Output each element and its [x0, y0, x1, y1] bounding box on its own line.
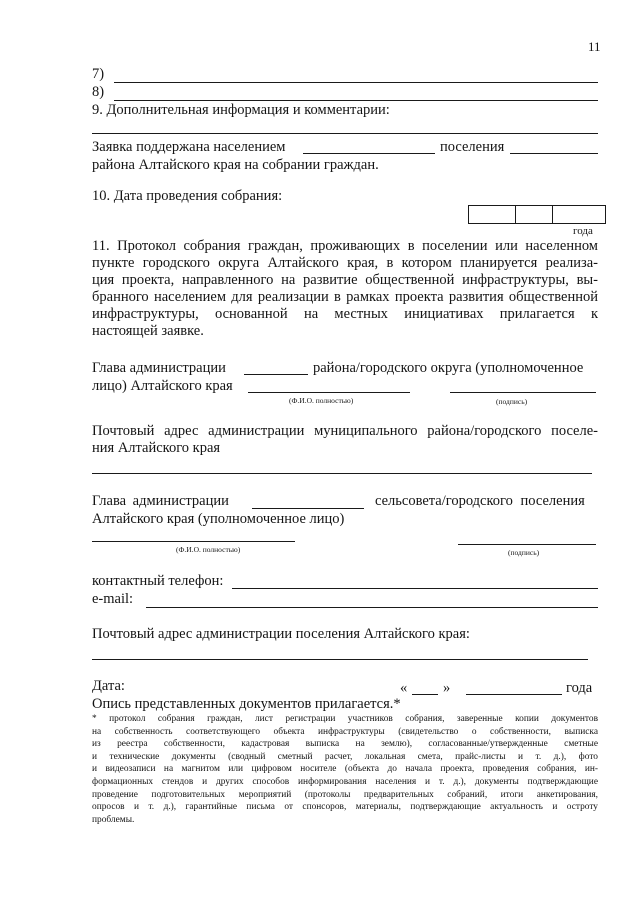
section-11-line: бранного населением для реализации в рамках проекта развития общественной [92, 289, 598, 305]
item-8-label: 8) [92, 84, 105, 100]
footnote-line: * протокол собрания граждан, лист регистрации участников собрания, заверенные копии документов [92, 714, 598, 724]
section-9-line[interactable] [92, 133, 598, 134]
head-district-fio-line[interactable] [248, 392, 410, 393]
phone-label: контактный телефон: [92, 573, 224, 589]
meeting-date-boxes[interactable] [468, 205, 606, 224]
year-label: года [573, 225, 593, 237]
date-month-line[interactable] [466, 694, 562, 695]
head-district-sign-caption: (подпись) [496, 397, 528, 406]
support-settlement-word: поселения [440, 139, 505, 155]
meeting-date-day-box[interactable] [469, 206, 516, 223]
head-district-fio-caption: (Ф.И.О. полностью) [289, 396, 354, 405]
head-district-line-2: лицо) Алтайского края [92, 378, 233, 394]
phone-line[interactable] [232, 588, 598, 589]
footnote-line: из реестра собственности, кадастровая выписка на землю), согласованные/утвержденные сметные [92, 739, 598, 750]
head-district-prefix: Глава администрации [92, 360, 226, 376]
section-11-line: пункте городского округа Алтайского края, в котором планируется реализа- [92, 255, 598, 271]
postal-settlement-label: Почтовый адрес администрации поселения Алтайского края: [92, 626, 470, 642]
meeting-date-month-box[interactable] [515, 206, 553, 223]
section-11-line: ция проекта, направленного на развитие общественной инфраструктуры, вы- [92, 272, 598, 288]
head-settlement-fio-line[interactable] [92, 541, 295, 542]
footnote-line: проблемы. [92, 814, 135, 825]
meeting-date-year-box[interactable] [552, 206, 605, 223]
head-settlement-sign-line[interactable] [458, 544, 596, 545]
footnote-line: и технические документы (сводный сметный расчет, локальная смета, прайс-листы и т. д.), фото [92, 751, 598, 762]
support-population-line[interactable] [303, 153, 435, 154]
head-settlement-line-2: Алтайского края (уполномоченное лицо) [92, 511, 345, 527]
email-line[interactable] [146, 607, 598, 608]
postal-settlement-line[interactable] [92, 659, 588, 660]
date-year-label: года [566, 680, 593, 696]
footnote-line: опросов и т. д.), гарантийные письма от спонсоров, материалы, подтверждающие актуальность и остроту [92, 802, 598, 813]
section-11-line: инфраструктуры, основанной на местных инициативах прилагается к [92, 306, 598, 322]
postal-district-line[interactable] [92, 473, 592, 474]
section-11-line: 11. Протокол собрания граждан, проживающих в поселении или населенном [92, 238, 598, 254]
email-label: e-mail: [92, 591, 134, 607]
date-label: Дата: [92, 678, 125, 694]
footnote [92, 713, 598, 826]
postal-district-line-1: Почтовый адрес администрации муниципального района/городского поселе- [92, 423, 598, 439]
section-11-paragraph [92, 238, 598, 340]
footnote-line: проведение подготовительных мероприятий (протоколы предварительных собраний, итоги анкетирования, [92, 789, 598, 800]
footnote-line: и видеозаписи на магнитом или цифровом носителе (объекта до начала проекта, проведения собрания, ин- [92, 764, 598, 775]
section-11-line: настоящей заявке. [92, 323, 204, 339]
support-settlement-line[interactable] [510, 153, 598, 154]
head-settlement-name-line[interactable] [252, 508, 364, 509]
head-settlement-suffix: сельсовета/городского поселения [375, 493, 585, 509]
section-9-heading: 9. Дополнительная информация и комментарии: [92, 102, 390, 118]
item-7-line[interactable] [114, 82, 598, 83]
item-7-label: 7) [92, 66, 105, 82]
head-district-suffix: района/городского округа (уполномоченное [313, 360, 584, 376]
support-line-2: района Алтайского края на собрании граждан. [92, 157, 379, 173]
section-10-heading: 10. Дата проведения собрания: [92, 188, 283, 204]
item-8-line[interactable] [114, 100, 598, 101]
footnote-line: на собственность соответствующего объекта инфраструктуры (свидетельство о собственности, выписка [92, 726, 598, 737]
postal-district-line-2: ния Алтайского края [92, 440, 221, 456]
date-day-line[interactable] [412, 694, 438, 695]
inventory-note: Опись представленных документов прилагается.* [92, 696, 401, 712]
head-district-name-line[interactable] [244, 374, 308, 375]
postal-district-text [92, 423, 598, 457]
head-settlement-fio-caption: (Ф.И.О. полностью) [176, 545, 241, 554]
head-district-sign-line[interactable] [450, 392, 596, 393]
support-prefix: Заявка поддержана населением [92, 139, 286, 155]
date-quote-close: » [443, 680, 451, 696]
date-quote-open: « [400, 680, 408, 696]
footnote-line: формационных стендов и других способов информирования населения и т. д.), документы подтверждающие [92, 776, 598, 787]
head-settlement-prefix: Глава администрации [92, 493, 229, 509]
page-number: 11 [588, 39, 601, 54]
head-settlement-sign-caption: (подпись) [508, 548, 540, 557]
